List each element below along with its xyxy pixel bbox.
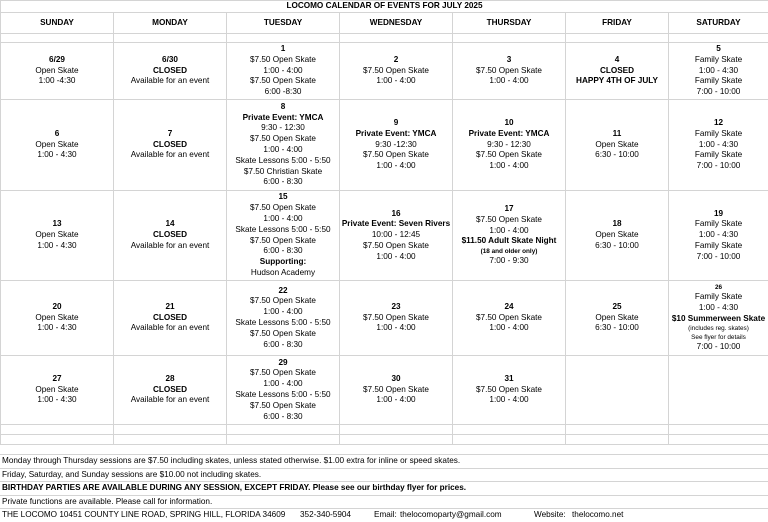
day-cell: [566, 356, 669, 425]
note-weekend-pricing: Friday, Saturday, and Sunday sessions are $10.00 not including skates.: [0, 468, 768, 482]
event-line: $7.50 Open Skate: [227, 55, 339, 66]
day-number: 20: [1, 302, 113, 313]
event-line: 1:00 - 4:30: [669, 140, 768, 151]
event-line: $7.50 Open Skate: [340, 313, 452, 324]
event-line: 1:00 - 4:30: [669, 303, 768, 314]
day-cell: [1, 356, 114, 425]
day-cell: [566, 191, 669, 281]
event-line: $10 Summerween Skate: [669, 314, 768, 325]
event-line: $7.50 Open Skate: [227, 134, 339, 145]
day-number: 25: [566, 302, 668, 313]
day-number: 10: [453, 118, 565, 129]
event-line: 7:00 - 10:00: [669, 252, 768, 263]
day-cell: [1, 100, 114, 191]
day-number: 6/30: [114, 55, 226, 66]
event-line: $7.50 Christian Skate: [227, 167, 339, 178]
day-cell: [1, 43, 114, 100]
event-line: Open Skate: [1, 230, 113, 241]
event-line: Private Event: YMCA: [340, 129, 452, 140]
event-line: 6:30 - 10:00: [566, 150, 668, 161]
event-line: $7.50 Open Skate: [227, 329, 339, 340]
footer-email-label: Email:: [374, 509, 400, 522]
note-weekday-pricing: Monday through Thursday sessions are $7.50 including skates, unless stated otherwise. $1.00 extra for inline or speed skates.: [0, 454, 768, 468]
event-line: 6:30 - 10:00: [566, 241, 668, 252]
event-line: 1:00 - 4:30: [1, 323, 113, 334]
day-cell: [227, 356, 340, 425]
event-line: $7.50 Open Skate: [453, 313, 565, 324]
week-row-4: [1, 281, 768, 356]
event-line: 6:00 -8:30: [227, 87, 339, 98]
notes-section: [0, 454, 768, 522]
day-number: 19: [669, 209, 768, 220]
day-number: 23: [340, 302, 452, 313]
day-cell: [114, 191, 227, 281]
event-line: Skate Lessons 5:00 - 5:50: [227, 390, 339, 401]
day-cell: [453, 191, 566, 281]
event-line: 1:00 - 4:30: [669, 230, 768, 241]
header-tuesday: TUESDAY: [227, 13, 340, 34]
event-line: 7:00 - 10:00: [669, 161, 768, 172]
event-line: Private Event: YMCA: [227, 113, 339, 124]
event-line: Available for an event: [114, 150, 226, 161]
footer-website-link[interactable]: thelocomo.net: [572, 509, 623, 522]
event-line: $7.50 Open Skate: [453, 150, 565, 161]
event-line: $7.50 Open Skate: [453, 215, 565, 226]
event-line: 9:30 -12:30: [340, 140, 452, 151]
day-number: 15: [227, 192, 339, 203]
event-line: 9:30 - 12:30: [453, 140, 565, 151]
day-number: 6: [1, 129, 113, 140]
event-line: CLOSED: [114, 230, 226, 241]
event-line: $7.50 Open Skate: [340, 66, 452, 77]
event-line: 10:00 - 12:45: [340, 230, 452, 241]
event-line: $7.50 Open Skate: [227, 401, 339, 412]
day-cell: [453, 43, 566, 100]
event-line: Open Skate: [566, 140, 668, 151]
event-line: 1:00 - 4:00: [453, 161, 565, 172]
event-line: Available for an event: [114, 76, 226, 87]
day-number: 27: [1, 374, 113, 385]
day-number: 13: [1, 219, 113, 230]
event-line: 1:00 - 4:00: [340, 76, 452, 87]
day-number: 1: [227, 44, 339, 55]
day-number: 21: [114, 302, 226, 313]
week-row-1: [1, 43, 768, 100]
day-cell: [669, 281, 768, 356]
event-line: Family Skate: [669, 55, 768, 66]
event-line: (18 and older only): [453, 247, 565, 256]
event-line: 1:00 - 4:00: [227, 214, 339, 225]
event-line: 7:00 - 9:30: [453, 256, 565, 267]
event-line: 7:00 - 10:00: [669, 342, 768, 353]
weekday-header-row: [1, 13, 768, 34]
footer-address: THE LOCOMO 10451 COUNTY LINE ROAD, SPRING HILL, FLORIDA 34609: [2, 509, 300, 522]
day-number: 29: [227, 358, 339, 369]
event-line: 1:00 - 4:00: [227, 145, 339, 156]
day-cell: [1, 191, 114, 281]
header-wednesday: WEDNESDAY: [340, 13, 453, 34]
header-friday: FRIDAY: [566, 13, 669, 34]
day-cell: [1, 281, 114, 356]
event-line: CLOSED: [114, 140, 226, 151]
event-line: 1:00 - 4:00: [340, 395, 452, 406]
event-line: CLOSED: [114, 313, 226, 324]
day-number: 18: [566, 219, 668, 230]
event-line: Family Skate: [669, 292, 768, 303]
event-line: 1:00 - 4:00: [453, 395, 565, 406]
week-row-5: [1, 356, 768, 425]
day-cell: [566, 43, 669, 100]
day-number: 4: [566, 55, 668, 66]
event-line: $7.50 Open Skate: [227, 296, 339, 307]
event-line: Hudson Academy: [227, 268, 339, 279]
footer-website-label: Website:: [534, 509, 572, 522]
day-number: 8: [227, 102, 339, 113]
event-line: HAPPY 4TH OF JULY: [566, 76, 668, 87]
day-number: 14: [114, 219, 226, 230]
event-line: $7.50 Open Skate: [340, 385, 452, 396]
day-cell: [669, 356, 768, 425]
day-cell: [566, 100, 669, 191]
day-number: 3: [453, 55, 565, 66]
event-line: 1:00 - 4:00: [227, 379, 339, 390]
note-birthday-parties: BIRTHDAY PARTIES ARE AVAILABLE DURING ANY SESSION, EXCEPT FRIDAY. Please see our birthday flyer for prices.: [0, 481, 768, 495]
event-line: Skate Lessons 5:00 - 5:50: [227, 225, 339, 236]
event-line: Skate Lessons 5:00 - 5:50: [227, 156, 339, 167]
event-line: Family Skate: [669, 150, 768, 161]
event-line: $7.50 Open Skate: [227, 236, 339, 247]
event-line: Family Skate: [669, 76, 768, 87]
event-line: Private Event: Seven Rivers: [340, 219, 452, 230]
day-cell: [669, 43, 768, 100]
calendar-title: LOCOMO CALENDAR OF EVENTS FOR JULY 2025: [1, 1, 768, 13]
event-line: Available for an event: [114, 323, 226, 334]
event-line: 1:00 - 4:00: [340, 323, 452, 334]
day-number: 26: [669, 283, 768, 292]
event-line: 7:00 - 10:00: [669, 87, 768, 98]
day-number: 31: [453, 374, 565, 385]
day-cell: [340, 191, 453, 281]
header-sunday: SUNDAY: [1, 13, 114, 34]
event-line: 1:00 - 4:00: [227, 307, 339, 318]
title-row: [1, 1, 768, 13]
spacer-row: [1, 34, 768, 43]
day-cell: [114, 281, 227, 356]
event-line: Open Skate: [1, 385, 113, 396]
event-line: $7.50 Open Skate: [340, 150, 452, 161]
day-number: 7: [114, 129, 226, 140]
event-line: 1:00 - 4:30: [1, 241, 113, 252]
day-cell: [114, 43, 227, 100]
day-cell: [227, 191, 340, 281]
day-cell: [453, 356, 566, 425]
event-line: (includes reg. skates): [669, 324, 768, 333]
event-line: Open Skate: [566, 313, 668, 324]
event-line: 6:00 - 8:30: [227, 246, 339, 257]
event-line: 1:00 - 4:30: [1, 395, 113, 406]
day-cell: [227, 281, 340, 356]
day-cell: [114, 356, 227, 425]
day-cell: [114, 100, 227, 191]
event-line: 6:00 - 8:30: [227, 177, 339, 188]
event-line: Open Skate: [1, 313, 113, 324]
footer-email-link[interactable]: thelocomoparty@gmail.com: [400, 509, 534, 522]
event-line: Available for an event: [114, 395, 226, 406]
spacer-row: [1, 425, 768, 435]
event-line: CLOSED: [566, 66, 668, 77]
event-line: Open Skate: [566, 230, 668, 241]
event-line: 9:30 - 12:30: [227, 123, 339, 134]
event-line: Private Event: YMCA: [453, 129, 565, 140]
day-number: 24: [453, 302, 565, 313]
footer-phone: 352-340-5904: [300, 509, 374, 522]
event-line: $7.50 Open Skate: [453, 385, 565, 396]
day-number: 2: [340, 55, 452, 66]
day-number: 28: [114, 374, 226, 385]
event-line: See flyer for details: [669, 333, 768, 342]
day-cell: [669, 100, 768, 191]
day-cell: [566, 281, 669, 356]
event-line: 1:00 - 4:00: [453, 323, 565, 334]
day-cell: [227, 43, 340, 100]
event-line: Family Skate: [669, 241, 768, 252]
day-number: 16: [340, 209, 452, 220]
event-line: Skate Lessons 5:00 - 5:50: [227, 318, 339, 329]
day-number: 12: [669, 118, 768, 129]
week-row-2: [1, 100, 768, 191]
event-line: $7.50 Open Skate: [227, 368, 339, 379]
event-line: 6:30 - 10:00: [566, 323, 668, 334]
day-number: 5: [669, 44, 768, 55]
event-line: $7.50 Open Skate: [227, 76, 339, 87]
event-line: 1:00 - 4:30: [1, 150, 113, 161]
event-line: Family Skate: [669, 129, 768, 140]
event-line: Family Skate: [669, 219, 768, 230]
event-line: Open Skate: [1, 66, 113, 77]
day-cell: [453, 281, 566, 356]
day-number: 22: [227, 286, 339, 297]
day-cell: [340, 100, 453, 191]
event-line: Open Skate: [1, 140, 113, 151]
event-line: 1:00 - 4:00: [340, 252, 452, 263]
event-line: 1:00 - 4:00: [227, 66, 339, 77]
event-line: CLOSED: [114, 385, 226, 396]
day-number: 17: [453, 204, 565, 215]
day-number: 6/29: [1, 55, 113, 66]
event-line: 1:00 - 4:00: [340, 161, 452, 172]
day-number: 9: [340, 118, 452, 129]
event-line: 1:00 - 4:00: [453, 76, 565, 87]
header-thursday: THURSDAY: [453, 13, 566, 34]
event-line: CLOSED: [114, 66, 226, 77]
event-line: Supporting:: [227, 257, 339, 268]
event-line: $7.50 Open Skate: [340, 241, 452, 252]
day-cell: [340, 43, 453, 100]
day-cell: [227, 100, 340, 191]
day-number: 30: [340, 374, 452, 385]
day-cell: [340, 356, 453, 425]
event-line: 6:00 - 8:30: [227, 412, 339, 423]
event-line: 6:00 - 8:30: [227, 340, 339, 351]
event-line: Available for an event: [114, 241, 226, 252]
note-private-functions: Private functions are available. Please call for information.: [0, 495, 768, 509]
day-number: 11: [566, 129, 668, 140]
event-line: 1:00 -4:30: [1, 76, 113, 87]
day-cell: [453, 100, 566, 191]
week-row-3: [1, 191, 768, 281]
day-cell: [669, 191, 768, 281]
event-line: $7.50 Open Skate: [227, 203, 339, 214]
header-saturday: SATURDAY: [669, 13, 768, 34]
spacer-row: [1, 435, 768, 445]
event-line: $11.50 Adult Skate Night: [453, 236, 565, 247]
header-monday: MONDAY: [114, 13, 227, 34]
event-line: 1:00 - 4:00: [453, 226, 565, 237]
event-line: $7.50 Open Skate: [453, 66, 565, 77]
day-cell: [340, 281, 453, 356]
footer-contact: [0, 508, 768, 522]
event-line: 1:00 - 4:30: [669, 66, 768, 77]
